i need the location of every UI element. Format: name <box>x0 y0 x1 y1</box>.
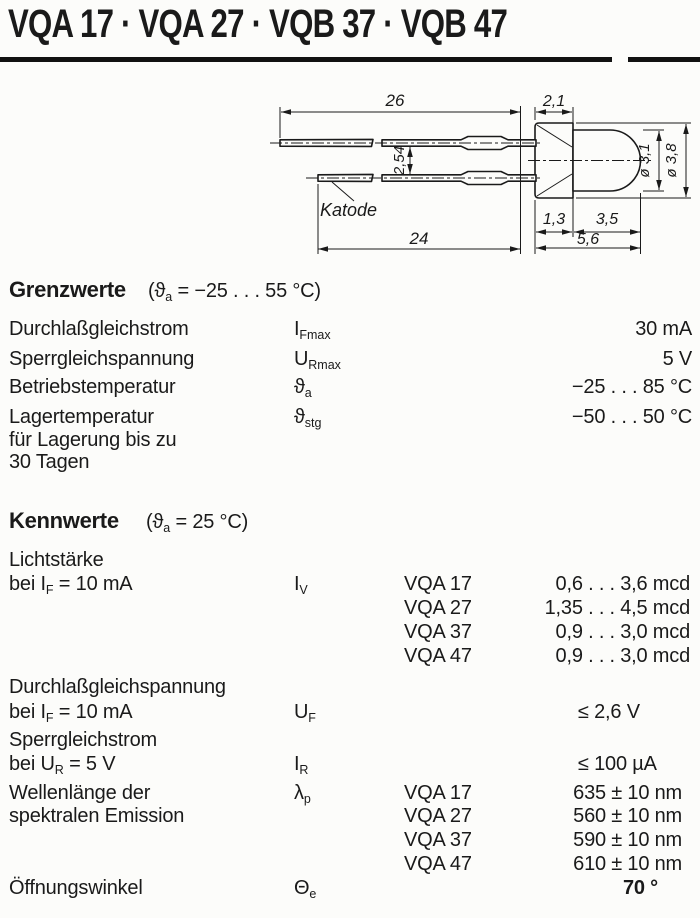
row-symbol: $\lambda_p$ <box>294 782 311 806</box>
row-symbol: $U_{Rmax}$ <box>294 348 341 372</box>
dim-lead-bottom: 24 <box>409 229 429 248</box>
type-value: 635 ± 10 nm <box>573 782 682 804</box>
type-name: VQA 27 <box>404 805 472 827</box>
row-label-cont: bei $I_F = 10$ mA <box>9 573 133 597</box>
type-value: 590 ± 10 nm <box>573 829 682 851</box>
dim-lead-top: 26 <box>385 91 405 110</box>
type-value: 0,9 . . . 3,0 mcd <box>555 621 690 643</box>
row-symbol: $U_F$ <box>294 701 316 725</box>
dim-flange-width: 2,1 <box>542 93 566 110</box>
row-label: Durchlaßgleichstrom <box>9 318 189 340</box>
row-label: Wellenlänge der <box>9 782 151 804</box>
type-name: VQA 37 <box>404 621 472 643</box>
row-value: −25 . . . 85 °C <box>571 376 692 398</box>
row-value: 30 mA <box>635 318 692 340</box>
row-label: Durchlaßgleichspannung <box>9 676 226 698</box>
row-symbol: $I_R$ <box>294 753 309 777</box>
kennwerte-condition: ($ϑ_a = 25$ °C) <box>146 511 249 535</box>
type-name: VQA 17 <box>404 573 472 595</box>
row-value: 5 V <box>662 348 692 370</box>
type-value: 610 ± 10 nm <box>573 853 682 875</box>
row-label-cont: 30 Tagen <box>9 451 90 473</box>
row-label: Betriebstemperatur <box>9 376 176 398</box>
row-label: Sperrgleichspannung <box>9 348 195 370</box>
type-value: 0,6 . . . 3,6 mcd <box>555 573 690 595</box>
row-value: −50 . . . 50 °C <box>571 406 692 428</box>
row-label-cont: bei $U_R = 5$ V <box>9 753 116 777</box>
dim-dome-length: 3,5 <box>595 211 619 228</box>
dim-flange-offset: 1,3 <box>542 211 566 228</box>
type-value: 1,35 . . . 4,5 mcd <box>544 597 690 619</box>
row-label-cont: für Lagerung bis zu <box>9 429 177 451</box>
row-symbol: $\Theta_e$ <box>294 877 317 901</box>
kennwerte-heading: Kennwerte <box>9 508 119 533</box>
type-name: VQA 17 <box>404 782 472 804</box>
title-rule-right <box>628 57 700 62</box>
grenzwerte-heading: Grenzwerte <box>9 277 126 302</box>
dim-dome-diameter: ø 3,1 <box>636 143 653 178</box>
title-rule-left <box>0 57 612 62</box>
led-dimension-drawing <box>0 78 700 270</box>
type-name: VQA 37 <box>404 829 472 851</box>
row-symbol: $ϑ_{stg}$ <box>294 406 322 430</box>
row-symbol: $I_{Fmax}$ <box>294 318 331 342</box>
row-label: Sperrgleichstrom <box>9 729 157 751</box>
row-label: Lichtstärke <box>9 549 104 571</box>
page-title: VQA 17 · VQA 27 · VQB 37 · VQB 47 <box>8 2 508 46</box>
row-value: ≤ 2,6 V <box>578 701 640 723</box>
type-value: 560 ± 10 nm <box>573 805 682 827</box>
row-value: ≤ 100 µA <box>578 753 657 775</box>
row-label-cont: spektralen Emission <box>9 805 185 827</box>
type-value: 0,9 . . . 3,0 mcd <box>555 645 690 667</box>
row-value: 70 ° <box>622 877 658 899</box>
row-label-cont: bei $I_F = 10$ mA <box>9 701 133 725</box>
row-label: Lagertemperatur <box>9 406 154 428</box>
row-label: Öffnungswinkel <box>9 877 143 899</box>
cathode-label: Katode <box>320 200 378 220</box>
dim-lead-pitch: 2,54 <box>391 145 408 176</box>
dim-flange-diameter: ø 3,8 <box>663 143 680 178</box>
row-symbol: $I_V$ <box>294 573 308 597</box>
type-name: VQA 47 <box>404 645 472 667</box>
type-name: VQA 27 <box>404 597 472 619</box>
grenzwerte-condition: ($ϑ_a = -25$ . . . 55 °C) <box>148 280 321 304</box>
dim-body-length: 5,6 <box>576 231 600 248</box>
row-symbol: $ϑ_a$ <box>294 376 312 400</box>
type-name: VQA 47 <box>404 853 472 875</box>
